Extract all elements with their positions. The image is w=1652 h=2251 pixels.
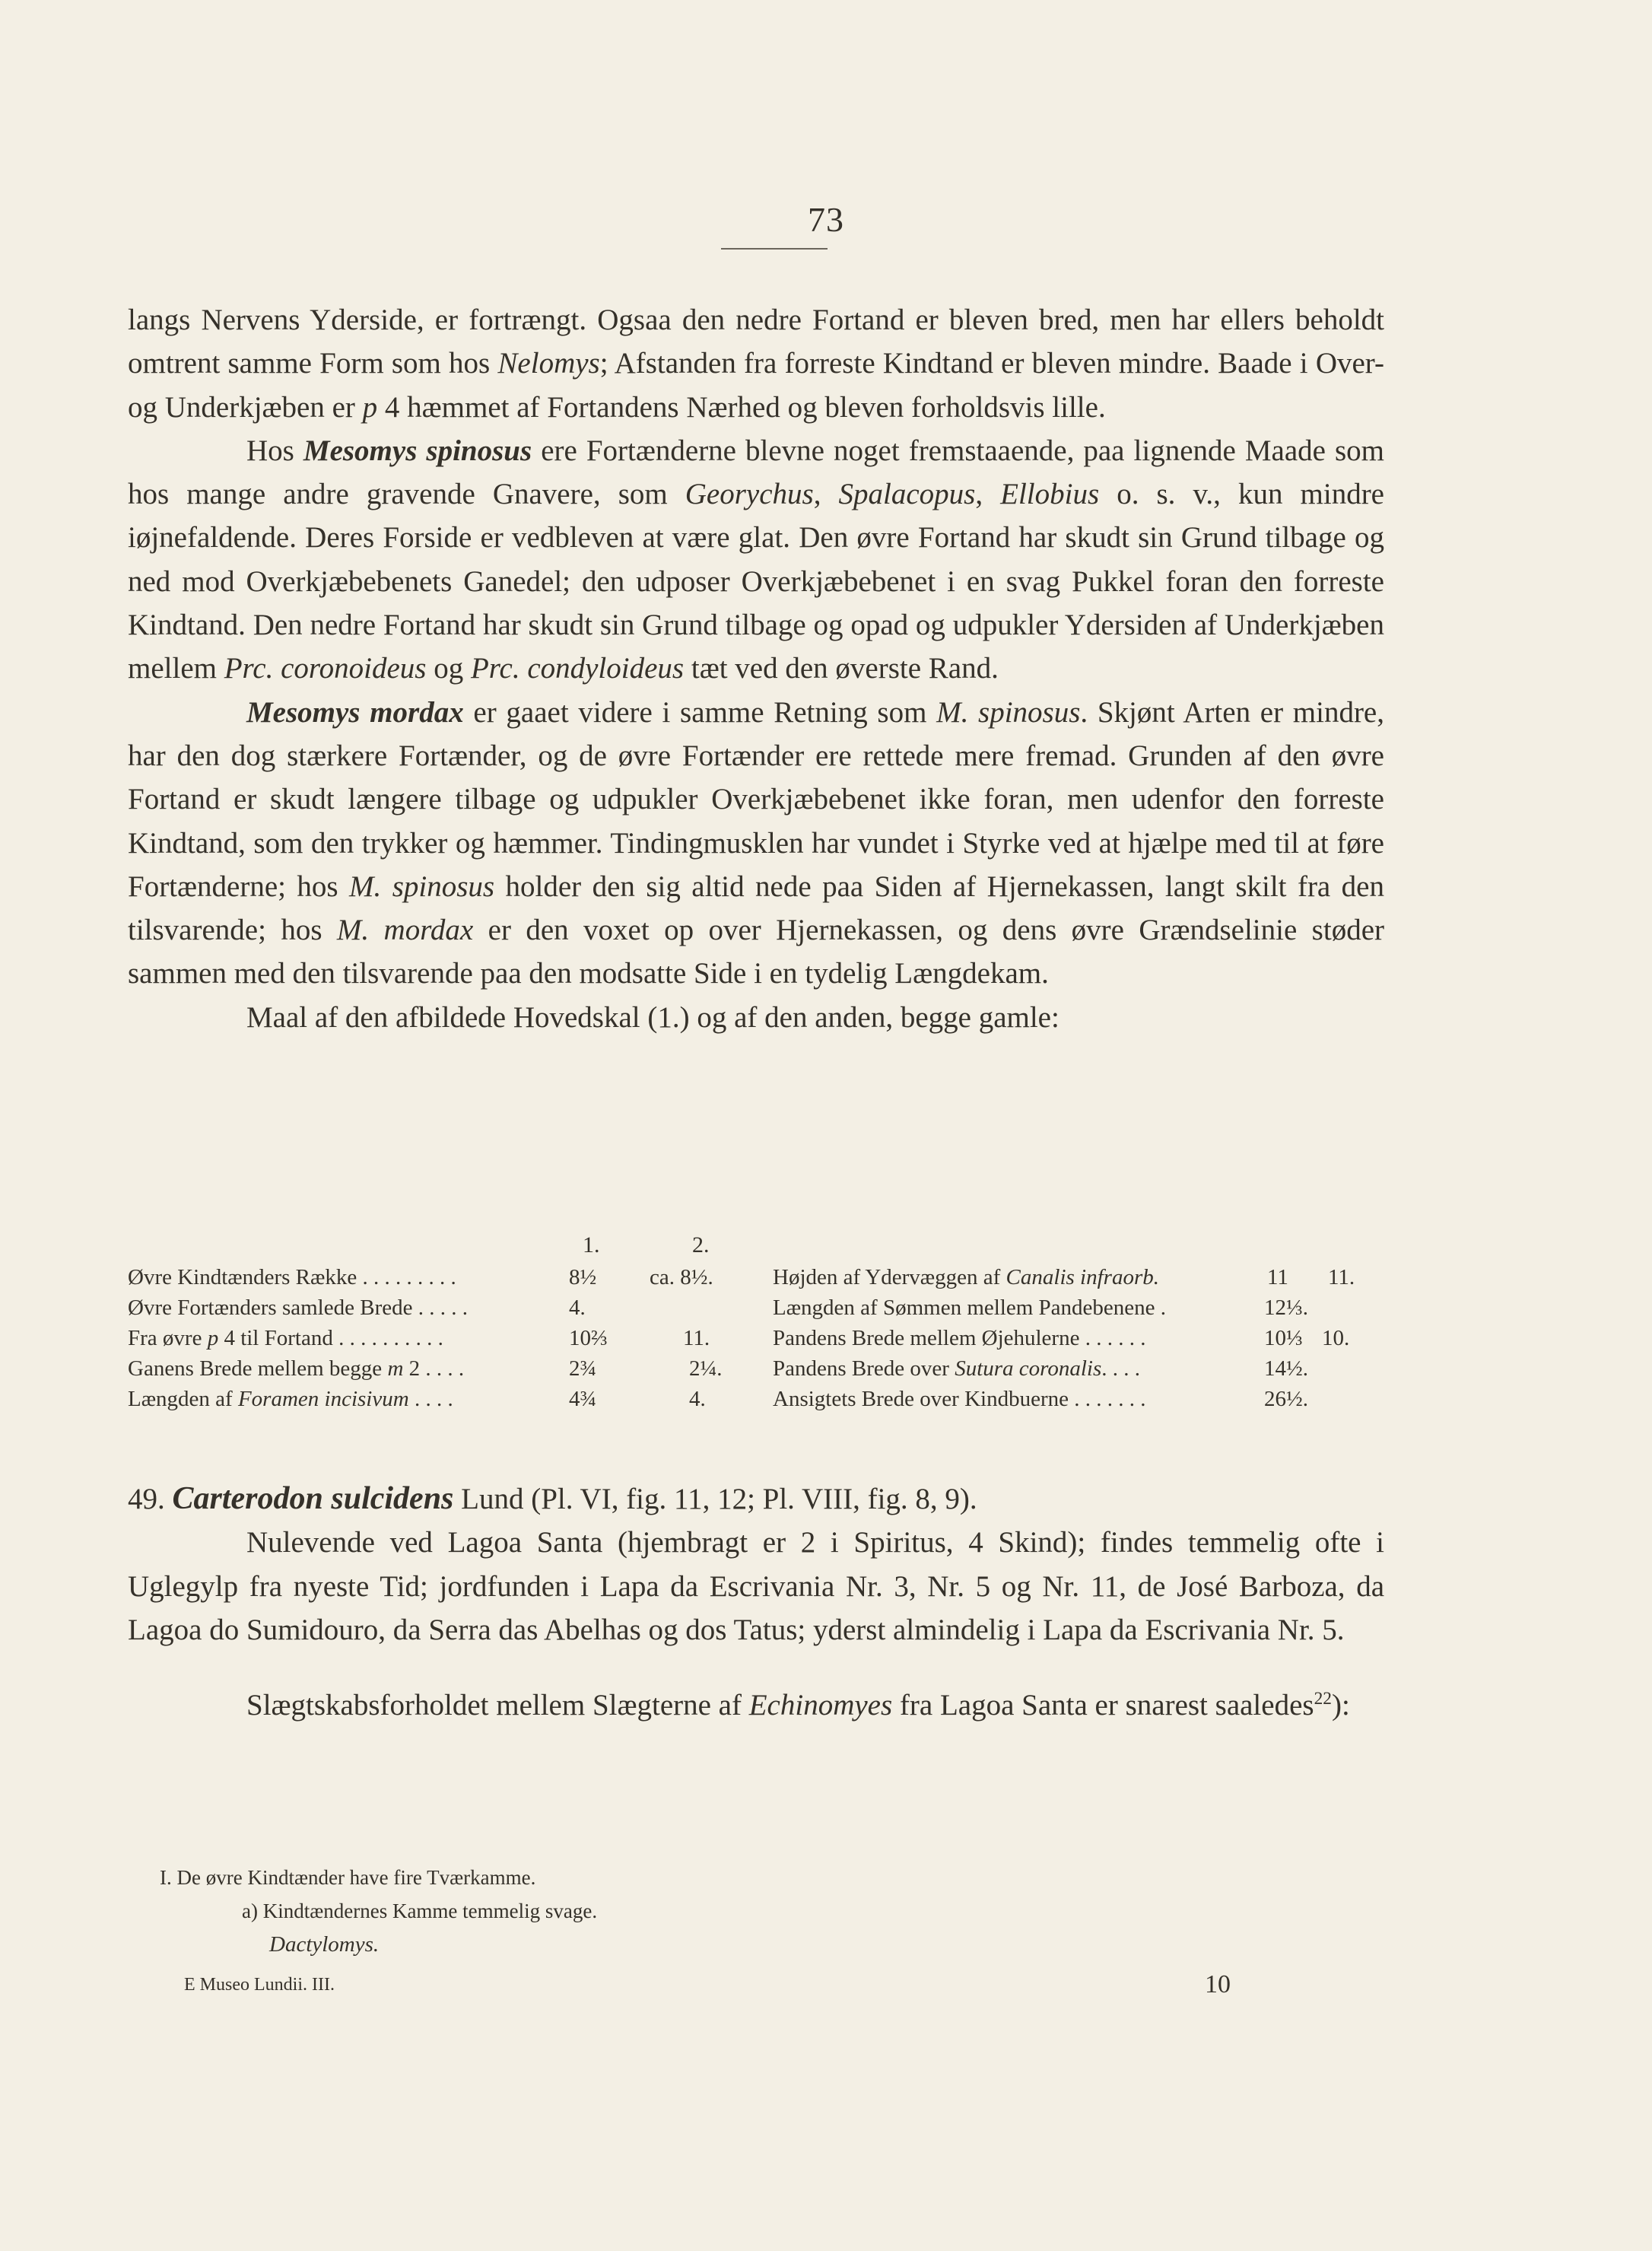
paragraph-3: Mesomys mordax er gaaet videre i samme Retning som M. spinosus. Skjønt Arten er mindre, har den dog stærkere Fortænder, og de øvre Fortænder ere rettede mere fremad. Grunden af den øvre Fortand er skudt længere tilbage og udpukler Overkjæbebenet ikke foran, men udenfor den forreste Kindtand, som den trykker og hæmmer. Tindingmusklen har vundet i Styrke ved at hjælpe med til at føre Fortænderne; hos M. spinosus holder den sig altid nede paa Siden af Hjernekassen, langt skilt fra den tilsvarende; hos M. mordax er den voxet op over Hjernekassen, og dens øvre Grændselinie støder sammen med den tilsvarende paa den modsatte Side i en tydelig Længdekam. <box>128 695 1384 990</box>
paragraph-5: Nulevende ved Lagoa Santa (hjembragt er 2 i Spiritus, 4 Skind); findes temmelig ofte i Uglegylp fra nyeste Tid; jordfunden i Lapa da Escrivania Nr. 3, Nr. 5 og Nr. 11, de José Barboza, da Lagoa do Sumidouro, da Serra das Abelhas og dos Tatus; yderst almindelig i Lapa da Escrivania Nr. 5. <box>128 1526 1384 1646</box>
key-line-1: I. De øvre Kindtænder have fire Tværkamme. <box>160 1866 536 1889</box>
signature-mark: 10 <box>1205 1970 1231 1998</box>
column-header-2: 2. <box>692 1232 710 1257</box>
paragraph-4: Maal af den afbildede Hovedskal (1.) og af den anden, begge gamle: <box>246 1000 1060 1034</box>
key-line-2: a) Kindtændernes Kamme temmelig svage. <box>242 1900 598 1922</box>
footer-source: E Museo Lundii. III. <box>184 1975 335 1995</box>
paragraph-6: Slægtskabsforholdet mellem Slægterne af Echinomyes fra Lagoa Santa er snarest saaledes$^{22}$): <box>246 1689 1350 1722</box>
key-line-3: Dactylomys. <box>269 1932 380 1957</box>
document-page: 73 langs Nervens Yderside, er fortrængt. Ogsaa den nedre Fortand er bleven bred, men har ellers beholdt omtrent samme Form som hos Nelomys; Afstanden fra forreste Kindtand er bleven mindre. Baade i Over- og Underkjæben er p 4 hæmmet af Fortandens Nærhed og bleven forholdsvis lille. Hos Mesomys spinosus ere Fortænderne blevne noget fremstaaende, paa lignende Maade som hos mange andre gravende Gnavere, som Georychus, Spalacopus, Ellobius o. s. v., kun mindre iøjnefaldende. Deres Forside er vedbleven at være glat. Den øvre Fortand har skudt sin Grund tilbage og ned mod Overkjæbebenets Ganedel; den udposer Overkjæbebenet i en svag Pukkel foran den forreste Kindtand. Den nedre Fortand har skudt sin Grund tilbage og opad og udpukler Ydersiden af Underkjæben mellem Prc. coronoideus og Prc. condyloideus tæt ved den øverste Rand. Mesomys mordax er gaaet videre i samme Retning som M. spinosus. Skjønt Arten er mindre, har den dog stærkere Fortænder, og de øvre Fortænder ere rettede mere fremad. Grunden af den øvre Fortand er skudt længere tilbage og udpukler Overkjæbebenet ikke foran, men udenfor den forreste Kindtand, som den trykker og hæmmer. Tindingmusklen har vundet i Styrke ved at hjælpe med til at føre Fortænderne; hos M. spinosus holder den sig altid nede paa Siden af Hjernekassen, langt skilt fra den tilsvarende; hos M. mordax er den voxet op over Hjernekassen, og dens øvre Grændselinie støder sammen med den tilsvarende paa den modsatte Side i en tydelig Længdekam. Maal af den afbildede Hovedskal (1.) og af den anden, begge gamle: 1. 2. Øvre Kindtænders Række . . . . . . . . . 8½ ca. 8½. Øvre Fortænders samlede Brede . . . . . 4. Fra øvre p 4 til Fortand . . . . . . . . . . 10⅔ 11. Ganens Brede mellem begge m 2 . . . . 2¾ 2¼. Længden af Foramen incisivum . . . . 4¾ 4. Højden af Ydervæggen af Canalis infraorb. 11 11. Længden af Sømmen mellem Pandebenene . 12⅓. Pandens Brede mellem Øjehulerne . . . . . . 10⅓ 10. Pandens Brede over Sutura coronalis. . . . 14½. Ansigtets Brede over Kindbuerne . . . . . . . 26½. 49. Carterodon sulcidens Lund (Pl. VI, fig. 11, 12; Pl. VIII, fig. 8, 9). Nulevende ved Lagoa Santa (hjembragt er 2 i Spiritus, 4 Skind); findes temmelig ofte i Uglegylp fra nyeste Tid; jordfunden i Lapa da Escrivania Nr. 3, Nr. 5 og Nr. 11, de José Barboza, da Lagoa do Sumidouro, da Serra das Abelhas og dos Tatus; yderst almindelig i Lapa da Escrivania Nr. 5. Slægtskabsforholdet mellem Slægterne af Echinomyes fra Lagoa Santa er snarest saaledes$^{22}$): I. De øvre Kindtænder have fire Tværkamme. a) Kindtændernes Kamme temmelig svage. Dactylomys. E Museo Lundii. III. 10 <box>0 0 1652 2251</box>
paragraph-2: Hos Mesomys spinosus ere Fortænderne blevne noget fremstaaende, paa lignende Maade som hos mange andre gravende Gnavere, som Georychus, Spalacopus, Ellobius o. s. v., kun mindre iøjnefaldende. Deres Forside er vedbleven at være glat. Den øvre Fortand har skudt sin Grund tilbage og ned mod Overkjæbebenets Ganedel; den udposer Overkjæbebenet i en svag Pukkel foran den forreste Kindtand. Den nedre Fortand har skudt sin Grund tilbage og opad og udpukler Ydersiden af Underkjæben mellem Prc. coronoideus og Prc. condyloideus tæt ved den øverste Rand. <box>128 434 1385 685</box>
main-text <box>128 298 1384 1039</box>
section-heading: 49. Carterodon sulcidens Lund (Pl. VI, fig. 11, 12; Pl. VIII, fig. 8, 9). <box>128 1481 977 1516</box>
section-49 <box>128 1477 1384 1727</box>
paragraph-1: langs Nervens Yderside, er fortrængt. Ogsaa den nedre Fortand er bleven bred, men har ellers beholdt omtrent samme Form som hos Nelomys; Afstanden fra forreste Kindtand er bleven mindre. Baade i Over- og Underkjæben er p 4 hæmmet af Fortandens Nærhed og bleven forholdsvis lille. <box>128 304 1384 424</box>
page-number: 73 <box>808 200 844 239</box>
page-number-rule <box>721 248 828 250</box>
column-header-1: 1. <box>583 1232 600 1257</box>
